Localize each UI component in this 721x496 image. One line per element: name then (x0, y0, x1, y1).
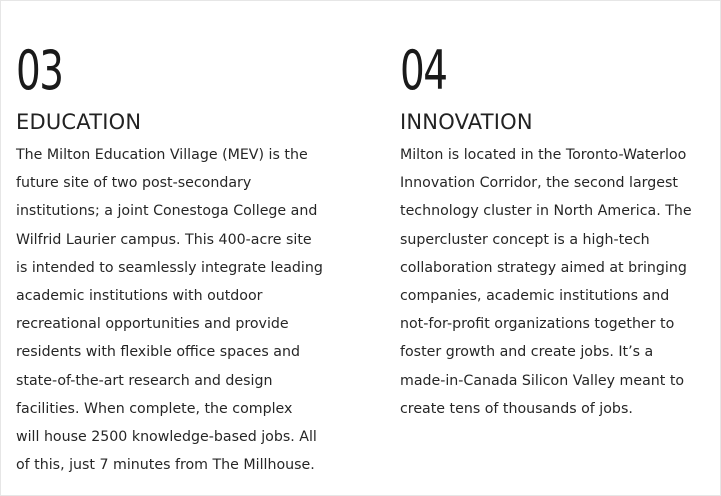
body-line: of this, just 7 minutes from The Millhouse. (16, 457, 315, 474)
section-heading: EDUCATION (16, 110, 142, 134)
body-line: state-of-the-art research and design (16, 372, 273, 389)
body-line: will house 2500 knowledge-based jobs. All (16, 429, 317, 446)
body-line: The Milton Education Village (MEV) is the (16, 147, 308, 163)
innovation-section (400, 38, 712, 423)
education-section (16, 38, 356, 479)
body-line: not-for-profit organizations together to (400, 316, 675, 333)
section-number: 04 (400, 39, 447, 102)
body-line: institutions; a joint Conestoga College and (16, 203, 318, 220)
body-line: create tens of thousands of jobs. (400, 400, 633, 417)
body-line: is intended to seamlessly integrate leading (16, 259, 323, 276)
body-line: Milton is located in the Toronto-Waterloo (400, 147, 687, 163)
body-line: supercluster concept is a high-tech (400, 231, 650, 248)
body-line: collaboration strategy aimed at bringing (400, 259, 687, 276)
section-body (400, 141, 712, 423)
body-line: recreational opportunities and provide (16, 316, 289, 333)
body-line: facilities. When complete, the complex (16, 400, 293, 417)
body-line: Innovation Corridor, the second largest (400, 175, 678, 192)
body-line: companies, academic institutions and (400, 288, 670, 305)
body-line: future site of two post-secondary (16, 175, 252, 192)
section-number: 03 (16, 39, 63, 102)
body-line: Wilfrid Laurier campus. This 400-acre site (16, 231, 312, 248)
section-body (16, 141, 356, 479)
section-heading: INNOVATION (400, 110, 533, 134)
body-line: academic institutions with outdoor (16, 288, 263, 305)
body-line: technology cluster in North America. The (400, 203, 692, 220)
body-line: foster growth and create jobs. It’s a (400, 344, 654, 361)
body-line: made-in-Canada Silicon Valley meant to (400, 372, 685, 389)
body-line: residents with flexible office spaces and (16, 344, 300, 361)
